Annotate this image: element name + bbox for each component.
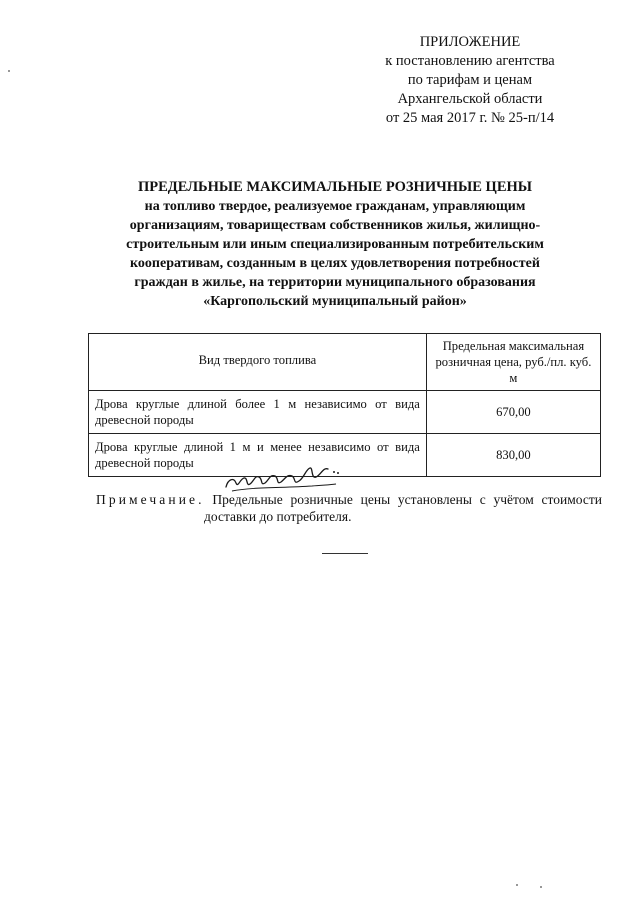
price-cell: 830,00 bbox=[426, 434, 600, 477]
note-block bbox=[96, 491, 602, 525]
note-word: розничные bbox=[290, 492, 353, 507]
title-line: кооперативам, созданным в целях удовлетворения потребностей bbox=[130, 256, 540, 271]
note-word: Предельные bbox=[212, 492, 283, 507]
title-line: строительным или иным специализированным потребительским bbox=[126, 237, 544, 252]
note-line-2: доставки до потребителя. bbox=[204, 509, 352, 524]
price-table bbox=[88, 333, 601, 477]
appendix-line: Архангельской области bbox=[397, 91, 543, 107]
price-cell: 670,00 bbox=[426, 391, 600, 434]
header-fuel-type: Вид твердого топлива bbox=[89, 334, 427, 391]
note-word: цены bbox=[360, 492, 391, 507]
note-word: стоимости bbox=[541, 492, 602, 507]
title-line: «Каргопольский муниципальный район» bbox=[203, 294, 467, 309]
fuel-name-cell: Дрова круглые длиной более 1 м независимо от вида древесной породы bbox=[89, 391, 427, 434]
closing-separator-line bbox=[322, 553, 368, 554]
table-header-row bbox=[89, 334, 601, 391]
scan-speck bbox=[8, 70, 10, 72]
header-max-price: Предельная максимальная розничная цена, руб./пл. куб. м bbox=[426, 334, 600, 391]
appendix-line: ПРИЛОЖЕНИЕ bbox=[419, 34, 521, 50]
appendix-line: по тарифам и ценам bbox=[407, 72, 533, 88]
note-word: с bbox=[479, 492, 486, 507]
note-word: установлены bbox=[397, 492, 472, 507]
table-row bbox=[89, 391, 601, 434]
note-word: учётом bbox=[493, 492, 534, 507]
note-line-1 bbox=[96, 491, 602, 508]
appendix-line: к постановлению агентства bbox=[385, 53, 555, 69]
title-line: граждан в жилье, на территории муниципального образования bbox=[134, 275, 536, 290]
scan-speck bbox=[540, 886, 542, 888]
note-label: Примечание. bbox=[96, 492, 205, 507]
document-title bbox=[100, 178, 570, 311]
fuel-name-cell: Дрова круглые длиной 1 м и менее независимо от вида древесной породы bbox=[89, 434, 427, 477]
title-main: ПРЕДЕЛЬНЫЕ МАКСИМАЛЬНЫЕ РОЗНИЧНЫЕ ЦЕНЫ bbox=[137, 179, 533, 195]
appendix-header bbox=[360, 33, 580, 128]
title-line: организациям, товариществам собственников жилья, жилищно- bbox=[129, 218, 541, 233]
scan-speck bbox=[516, 884, 518, 886]
title-line: на топливо твердое, реализуемое гражданам, управляющим bbox=[144, 199, 526, 214]
appendix-line: от 25 мая 2017 г. № 25-п/14 bbox=[385, 110, 555, 126]
